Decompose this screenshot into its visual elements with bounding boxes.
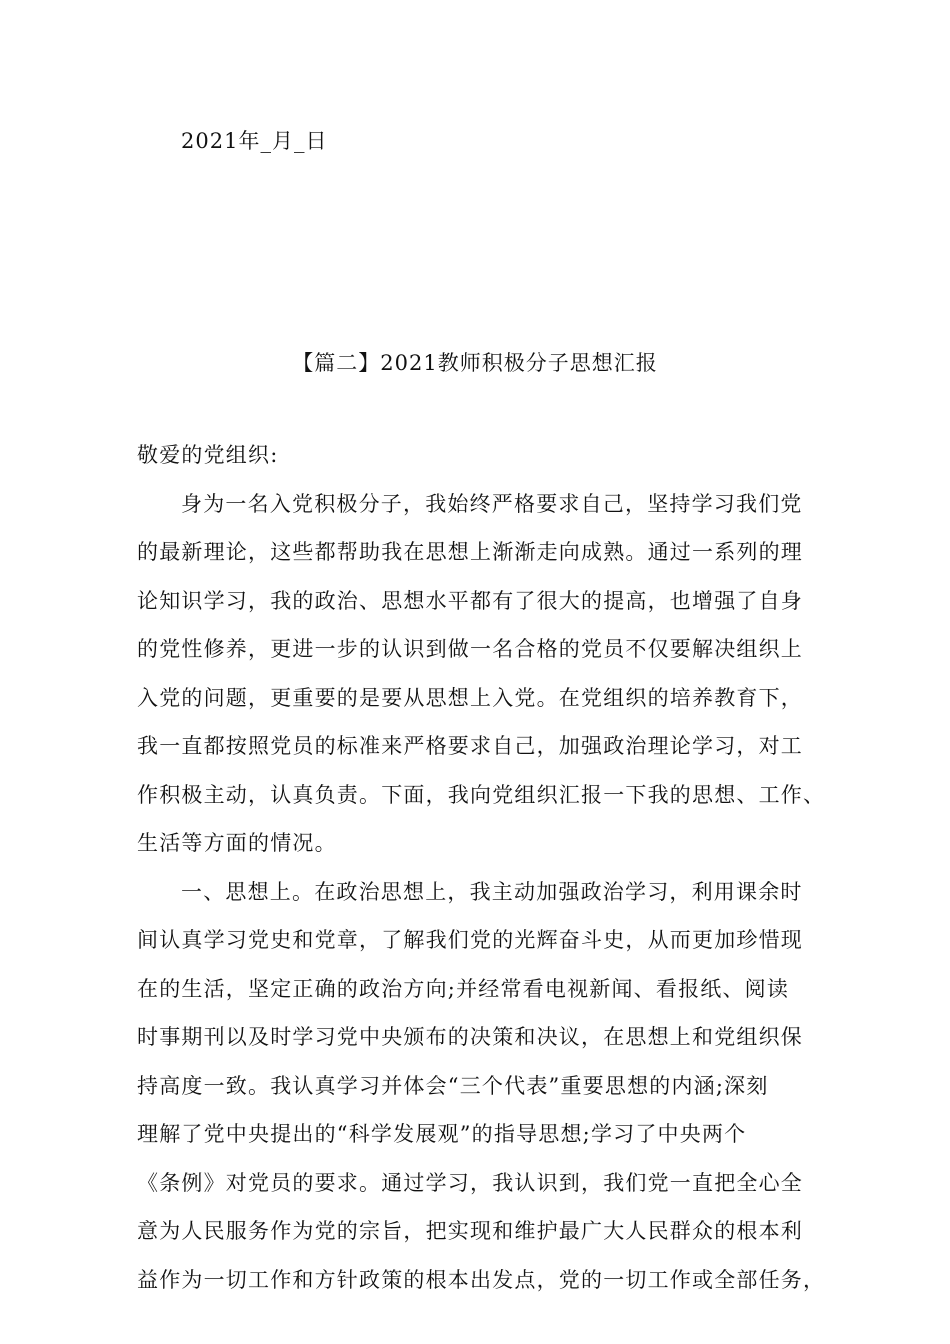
paragraph-line: 《条例》对党员的要求。通过学习，我认识到，我们党一直把全心全 bbox=[137, 1170, 803, 1195]
paragraph-line: 益作为一切工作和方针政策的根本出发点，党的一切工作或全部任务， bbox=[137, 1267, 826, 1292]
paragraph-line: 在的生活，坚定正确的政治方向;并经常看电视新闻、看报纸、阅读 bbox=[137, 976, 790, 1001]
paragraph-line: 的党性修养，更进一步的认识到做一名合格的党员不仅要解决组织上 bbox=[137, 637, 803, 661]
paragraph-line: 时事期刊以及时学习党中央颁布的决策和决议，在思想上和党组织保 bbox=[137, 1025, 803, 1049]
paragraph-line: 生活等方面的情况。 bbox=[137, 831, 337, 855]
date-line: 2021年_月_日 bbox=[181, 129, 328, 153]
paragraph-line: 论知识学习，我的政治、思想水平都有了很大的提高，也增强了自身 bbox=[137, 588, 803, 613]
salutation-line: 敬爱的党组织: bbox=[137, 443, 279, 467]
paragraph-line: 入党的问题，更重要的是要从思想上入党。在党组织的培养教育下， bbox=[137, 685, 803, 710]
paragraph-line: 我一直都按照党员的标准来严格要求自己，加强政治理论学习，对工 bbox=[137, 734, 803, 758]
paragraph-line: 间认真学习党史和党章，了解我们党的光辉奋斗史，从而更加珍惜现 bbox=[137, 928, 803, 952]
paragraph-line: 身为一名入党积极分子，我始终严格要求自己，坚持学习我们党 bbox=[181, 491, 803, 516]
paragraph-line: 作积极主动，认真负责。下面，我向党组织汇报一下我的思想、工作、 bbox=[137, 782, 826, 807]
paragraph-line: 理解了党中央提出的“科学发展观”的指导思想;学习了中央两个 bbox=[137, 1122, 747, 1146]
body-text bbox=[137, 440, 827, 1313]
section-title: 【篇二】2021教师积极分子思想汇报 bbox=[292, 351, 658, 375]
paragraph-line: 意为人民服务作为党的宗旨，把实现和维护最广大人民群众的根本利 bbox=[137, 1219, 803, 1243]
paragraph-line: 一、思想上。在政治思想上，我主动加强政治学习，利用课余时 bbox=[181, 879, 803, 904]
paragraph-line: 的最新理论，这些都帮助我在思想上渐渐走向成熟。通过一系列的理 bbox=[137, 540, 803, 564]
paragraph-line: 持高度一致。我认真学习并体会“三个代表”重要思想的内涵;深刻 bbox=[137, 1073, 769, 1098]
